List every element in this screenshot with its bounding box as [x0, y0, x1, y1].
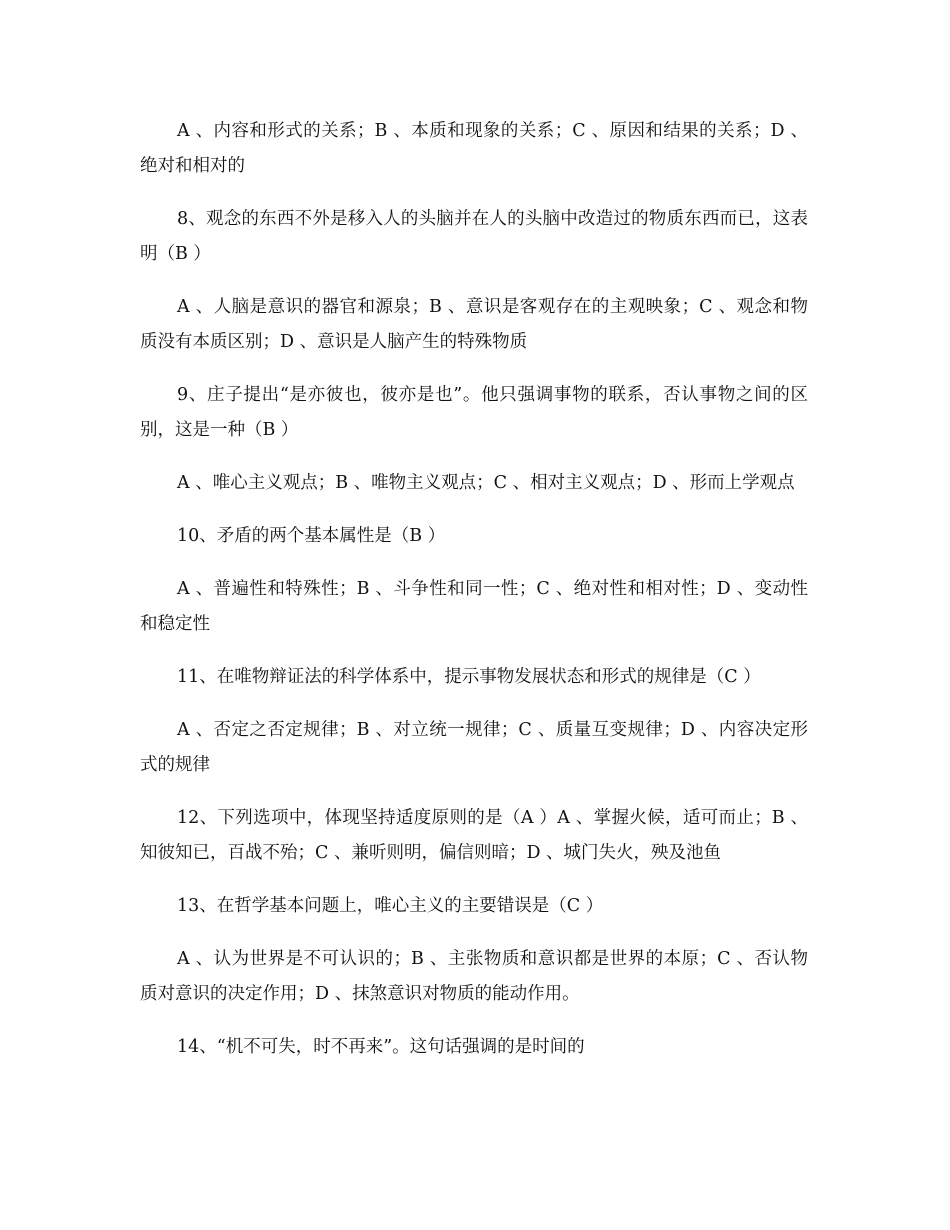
options-q11: A 、否定之否定规律；B 、对立统一规律；C 、质量互变规律；D 、内容决定形式的规律 [140, 720, 808, 775]
options-q7: A 、内容和形式的关系；B 、本质和现象的关系；C 、原因和结果的关系；D 、绝对和相对的 [140, 121, 808, 176]
question-13: 13、在哲学基本问题上，唯心主义的主要错误是（C ） [177, 896, 604, 916]
options-q8: A 、人脑是意识的器官和源泉；B 、意识是客观存在的主观映象；C 、观念和物质没有本质区别；D 、意识是人脑产生的特殊物质 [140, 297, 808, 352]
question-14: 14、“机不可失，时不再来”。这句话强调的是时间的 [177, 1037, 585, 1057]
options-q13: A 、认为世界是不可认识的；B 、主张物质和意识都是世界的本原；C 、否认物质对意识的决定作用；D 、抹煞意识对物质的能动作用。 [140, 949, 808, 1004]
options-q9: A 、唯心主义观点；B 、唯物主义观点；C 、相对主义观点；D 、形而上学观点 [177, 473, 795, 493]
question-10: 10、矛盾的两个基本属性是（B ） [177, 526, 446, 546]
question-9: 9、庄子提出“是亦彼也，彼亦是也”。他只强调事物的联系，否认事物之间的区别，这是一种（B ） [140, 385, 808, 440]
question-12: 12、下列选项中，体现坚持适度原则的是（A ）A 、掌握火候，适可而止；B 、知彼知已，百战不殆；C 、兼听则明，偏信则暗；D 、城门失火，殃及池鱼 [140, 808, 808, 863]
document-body [140, 114, 808, 1083]
question-11: 11、在唯物辩证法的科学体系中，提示事物发展状态和形式的规律是（C ） [177, 667, 761, 687]
options-q10: A 、普遍性和特殊性；B 、斗争性和同一性；C 、绝对性和相对性；D 、变动性和稳定性 [140, 579, 808, 634]
question-8: 8、观念的东西不外是移入人的头脑并在人的头脑中改造过的物质东西而已，这表明（B ） [140, 209, 808, 264]
